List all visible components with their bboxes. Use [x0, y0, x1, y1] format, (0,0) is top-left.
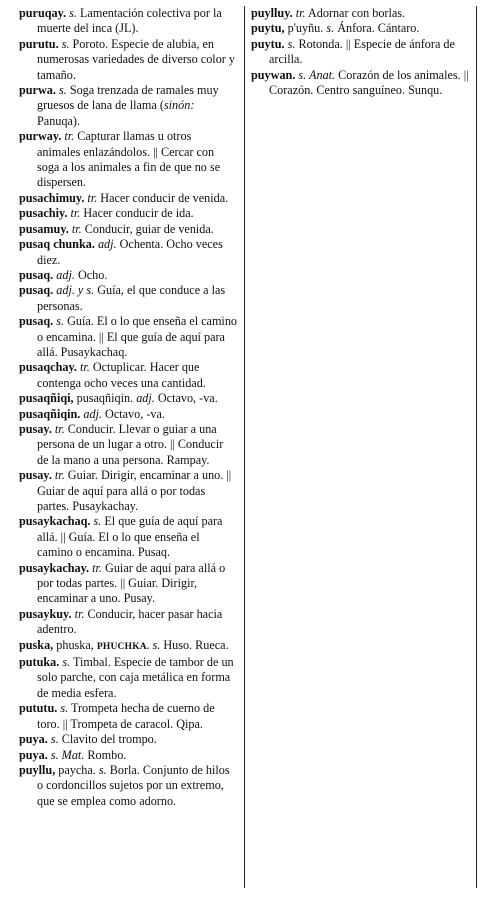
dictionary-entry	[19, 638, 237, 655]
entry-text: Ochenta. Ocho veces diez.	[37, 237, 223, 267]
entry-headword: pusaqñiqin.	[19, 406, 81, 421]
grammar-label: adj. y s.	[56, 283, 95, 298]
entry-text: Trompeta hecha de cuerno de toro. || Trompeta de caracol. Qipa.	[37, 701, 215, 731]
entry-text: Corazón de los animales. || Corazón. Centro sanguíneo. Sunqu.	[269, 67, 469, 98]
dictionary-entry	[19, 407, 237, 422]
grammar-label: s.	[69, 6, 77, 20]
dictionary-entry	[19, 191, 237, 206]
entry-headword: puya.	[19, 747, 48, 762]
entry-text: Rombo.	[84, 747, 127, 762]
entry-text: Conducir, guiar de venida.	[81, 221, 214, 236]
grammar-label: adj.	[83, 406, 102, 421]
entry-text: Huso. Rueca.	[160, 637, 229, 652]
grammar-label: s. Anat.	[298, 67, 336, 82]
entry-headword: purutu.	[19, 36, 59, 51]
entry-headword: pusaq.	[19, 267, 54, 282]
dictionary-entry	[19, 701, 237, 732]
entry-headword: pusaykuy.	[19, 606, 72, 621]
entry-text: Panuqa).	[37, 113, 80, 128]
dictionary-entry	[19, 607, 237, 638]
dictionary-entry	[19, 206, 237, 221]
entry-text: Hacer conducir de ida.	[80, 206, 194, 221]
dictionary-entry	[251, 21, 469, 36]
dictionary-entry	[19, 655, 237, 701]
dictionary-entry	[19, 732, 237, 747]
grammar-label: tr.	[54, 468, 65, 483]
entry-headword: puytu.	[251, 36, 285, 51]
entry-headword: pusaykachaq.	[19, 514, 91, 529]
entry-text: Guiar de aquí para allá o por todas partes. || Guiar. Dirigir, encaminar a uno. Pusay.	[37, 560, 226, 606]
entry-text: Adornar con borlas.	[305, 6, 406, 20]
entry-text: Soga trenzada de ramales muy gruesos de lana de llama (	[37, 83, 219, 113]
grammar-label: tr.	[70, 206, 81, 221]
dictionary-entry	[19, 468, 237, 514]
entry-headword: puyllu,	[19, 762, 56, 777]
dictionary-entry	[19, 514, 237, 560]
dictionary-entry	[19, 129, 237, 191]
entry-text: Capturar llamas u otros animales enlazándolos. || Cercar con soga a los animales a fin de que no se dispersen.	[37, 129, 221, 190]
entry-text: phuska,	[53, 637, 97, 652]
grammar-label: s.	[58, 83, 67, 98]
grammar-label: tr.	[71, 221, 82, 236]
entry-headword: pututu.	[19, 701, 58, 716]
entry-headword: puylluy.	[251, 6, 293, 20]
entry-headword: purway.	[19, 129, 62, 144]
entry-text: Octavo, -va.	[154, 391, 218, 406]
entry-text: Guiar. Dirigir, encaminar a uno. || Guiar de aquí para allá o por todas partes. Pusaykachay.	[37, 468, 232, 513]
grammar-label: s.	[326, 21, 335, 36]
entry-headword: pusaqchay.	[19, 360, 77, 375]
dictionary-entry	[251, 37, 469, 68]
dictionary-entry	[19, 422, 237, 468]
grammar-label: s.	[287, 36, 296, 51]
dictionary-entry	[251, 68, 469, 99]
entry-headword: pusaq.	[19, 283, 54, 298]
entry-text: paycha.	[55, 762, 99, 777]
entry-text: Borla. Conjunto de hilos o cordoncillos sujetos por un extremo, que se emplea como adorno.	[37, 762, 230, 808]
grammar-label: s.	[98, 762, 107, 777]
entry-headword: puruqay.	[19, 6, 67, 20]
entry-headword: pusaqñiqi,	[19, 391, 74, 406]
dictionary-entry	[19, 748, 237, 763]
grammar-label: adj.	[56, 267, 75, 282]
entry-headword: puya.	[19, 732, 48, 747]
grammar-label: tr.	[92, 560, 102, 575]
dictionary-entry	[251, 6, 469, 21]
entry-headword: pusaq chunka.	[19, 237, 95, 252]
dictionary-entry	[19, 283, 237, 314]
entry-text: Rotonda. || Especie de ánfora de arcilla.	[269, 36, 455, 67]
grammar-label: adj.	[136, 391, 155, 406]
dictionary-entry	[19, 561, 237, 607]
grammar-label: tr.	[79, 360, 90, 375]
grammar-label: adj.	[97, 237, 117, 252]
dictionary-entry	[19, 83, 237, 129]
grammar-label: s.	[56, 314, 65, 329]
entry-text: p'uyñu.	[284, 21, 327, 36]
entry-headword: pusachimuy.	[19, 190, 85, 205]
entry-headword: putuka.	[19, 655, 60, 670]
grammar-label: tr.	[74, 606, 85, 621]
entry-text: Guía, el que conduce a las personas.	[37, 283, 226, 313]
variant-form: PHUCHKA.	[96, 641, 150, 652]
dictionary-entry	[19, 37, 237, 83]
grammar-label: s.	[93, 514, 102, 529]
entry-text: Octuplicar. Hacer que contenga ocho veces una cantidad.	[37, 360, 206, 390]
column-divider	[476, 6, 477, 888]
entry-text: Guía. El o lo que enseña el camino o encamina. || El que guía de aquí para allá. Pusaykachaq.	[37, 314, 238, 359]
dictionary-column-left	[19, 6, 237, 809]
dictionary-entry	[19, 222, 237, 237]
entry-headword: pusamuy.	[19, 221, 69, 236]
grammar-label: s.	[60, 701, 69, 716]
entry-text: Timbal. Especie de tambor de un solo parche, con caja metálica en forma de media esfera.	[37, 655, 234, 700]
dictionary-entry	[19, 268, 237, 283]
entry-headword: puytu,	[251, 21, 285, 36]
entry-headword: pusaykachay.	[19, 560, 90, 575]
entry-headword: purwa.	[19, 83, 56, 98]
dictionary-entry	[19, 314, 237, 360]
entry-headword: pusay.	[19, 421, 52, 436]
entry-text: Ánfora. Cántaro.	[334, 21, 420, 36]
entry-headword: pusay.	[19, 468, 52, 483]
grammar-label: sinón:	[163, 98, 195, 113]
entry-text: Conducir, hacer pasar hacia adentro.	[37, 606, 223, 637]
entry-headword: pusachiy.	[19, 206, 68, 221]
dictionary-column-right	[251, 6, 469, 98]
entry-headword: puywan.	[251, 67, 296, 82]
entry-headword: pusaq.	[19, 314, 54, 329]
entry-text: Octavo, -va.	[102, 406, 165, 421]
entry-text: Clavito del trompo.	[58, 732, 157, 747]
column-divider	[244, 6, 245, 888]
dictionary-entry	[19, 763, 237, 809]
entry-text: pusaqñiqin.	[73, 391, 137, 406]
entry-headword: puska,	[19, 637, 54, 652]
grammar-label: tr.	[54, 421, 65, 436]
grammar-label: tr.	[64, 129, 75, 144]
grammar-label: s.	[62, 655, 71, 670]
entry-text: El que guía de aquí para allá. || Guía. El o lo que enseña el camino o encamina. Pusaq.	[37, 514, 223, 560]
grammar-label: tr.	[295, 6, 306, 20]
grammar-label: s.	[50, 732, 59, 747]
dictionary-entry	[19, 391, 237, 406]
entry-text: Hacer conducir de venida.	[97, 190, 229, 205]
entry-text: Lamentación colectiva por la muerte del inca (JL).	[37, 6, 222, 36]
entry-text: Conducir. Llevar o guiar a una persona de un lugar a otro. || Conducir de la mano a una persona. Rampay.	[37, 421, 224, 467]
entry-text: Poroto. Especie de alubia, en numerosas variedades de diverso color y tamaño.	[37, 36, 235, 82]
grammar-label: tr.	[87, 190, 98, 205]
grammar-label: s.	[152, 637, 161, 652]
dictionary-entry	[19, 6, 237, 37]
grammar-label: s. Mat.	[50, 747, 85, 762]
dictionary-entry	[19, 237, 237, 268]
entry-text: Ocho.	[74, 267, 108, 282]
grammar-label: s.	[61, 36, 70, 51]
dictionary-entry	[19, 360, 237, 391]
